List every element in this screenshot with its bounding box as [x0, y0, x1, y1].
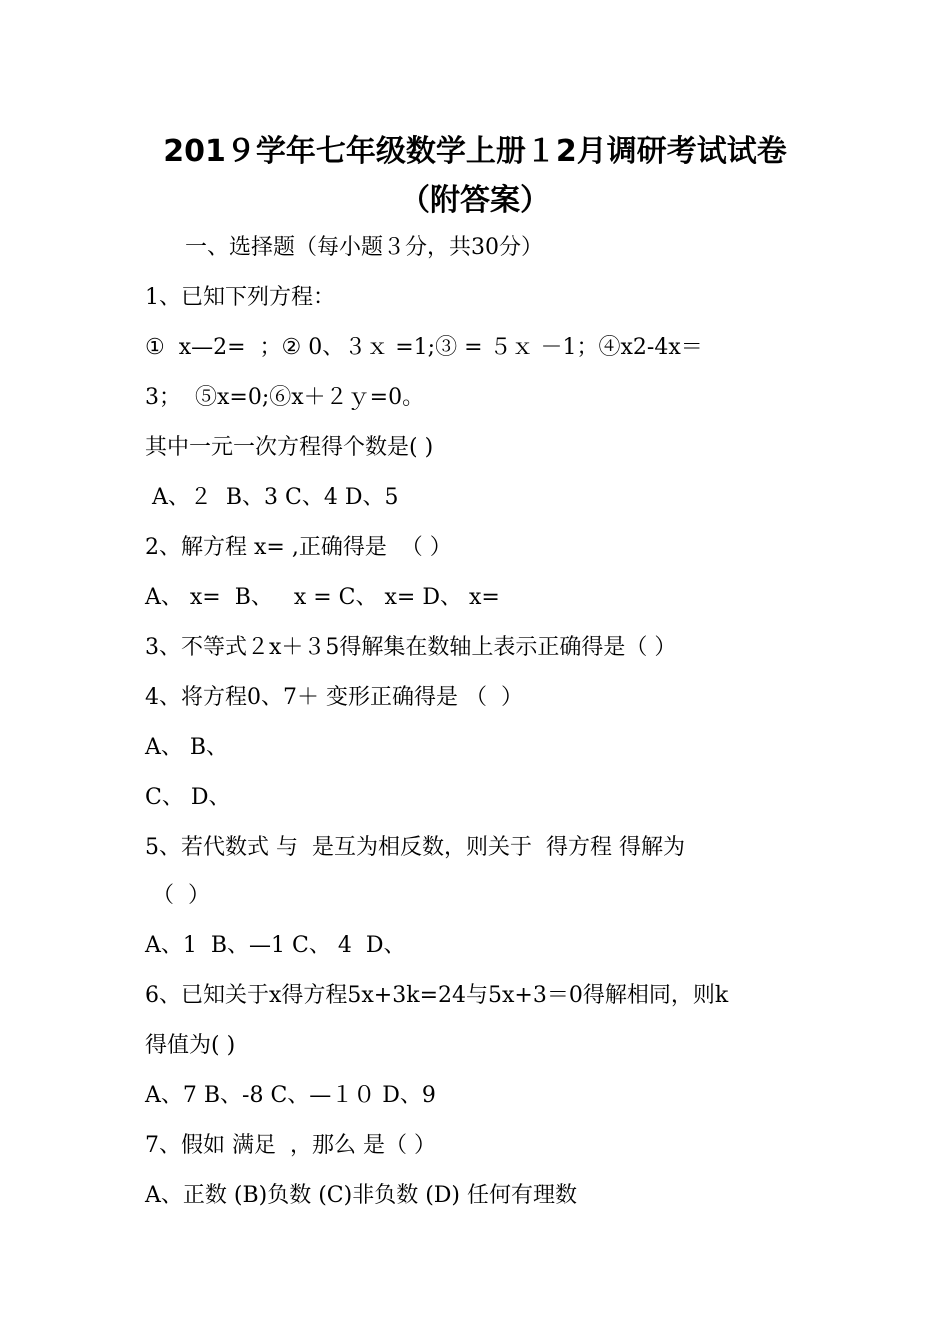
answer-options: A、 B、	[145, 735, 229, 760]
question-line: 3、不等式２x＋３5得解集在数轴上表示正确得是（ ）	[145, 635, 677, 660]
question-line: 5、若代数式 与 是互为相反数，则关于 得方程 得解为	[145, 835, 685, 860]
question-line: 3； ⑤x=0;⑥x＋２ｙ=0。	[145, 385, 425, 410]
question-line: ① x—2= ；② 0、３ｘ =1;③ = ５ｘ －1；④x2-4x＝	[145, 335, 703, 360]
document-title-line-2: （附答案）	[400, 183, 550, 218]
question-line: 得值为( )	[145, 1033, 236, 1058]
section-heading: 一、选择题（每小题３分，共30分）	[185, 235, 543, 260]
question-line: 7、假如 满足 ，那么 是（ ）	[145, 1133, 436, 1158]
question-line: 2、解方程 x= ,正确得是 （ ）	[145, 535, 452, 560]
question-line: 其中一元一次方程得个数是( )	[145, 435, 434, 460]
answer-options: A、7 B、-8 C、—１０ D、9	[145, 1083, 436, 1108]
question-line: 1、已知下列方程：	[145, 285, 335, 310]
document-title-line-1: 201９学年七年级数学上册１2月调研考试试卷	[163, 134, 787, 169]
answer-options: A、２ B、3 C、4 D、5	[145, 485, 399, 510]
answer-options: A、 x= B、 x = C、 x= D、 x=	[145, 585, 500, 610]
answer-options: C、 D、	[145, 785, 231, 810]
question-line: 6、已知关于x得方程5x+3k=24与5x+3＝0得解相同，则k	[145, 983, 729, 1008]
answer-options: A、正数 (B)负数 (C)非负数 (D) 任何有理数	[145, 1183, 577, 1208]
question-line: 4、将方程0、7＋ 变形正确得是 （ ）	[145, 685, 523, 710]
question-line: （ ）	[145, 883, 210, 908]
answer-options: A、1 B、—1 C、 4 D、	[145, 933, 406, 958]
